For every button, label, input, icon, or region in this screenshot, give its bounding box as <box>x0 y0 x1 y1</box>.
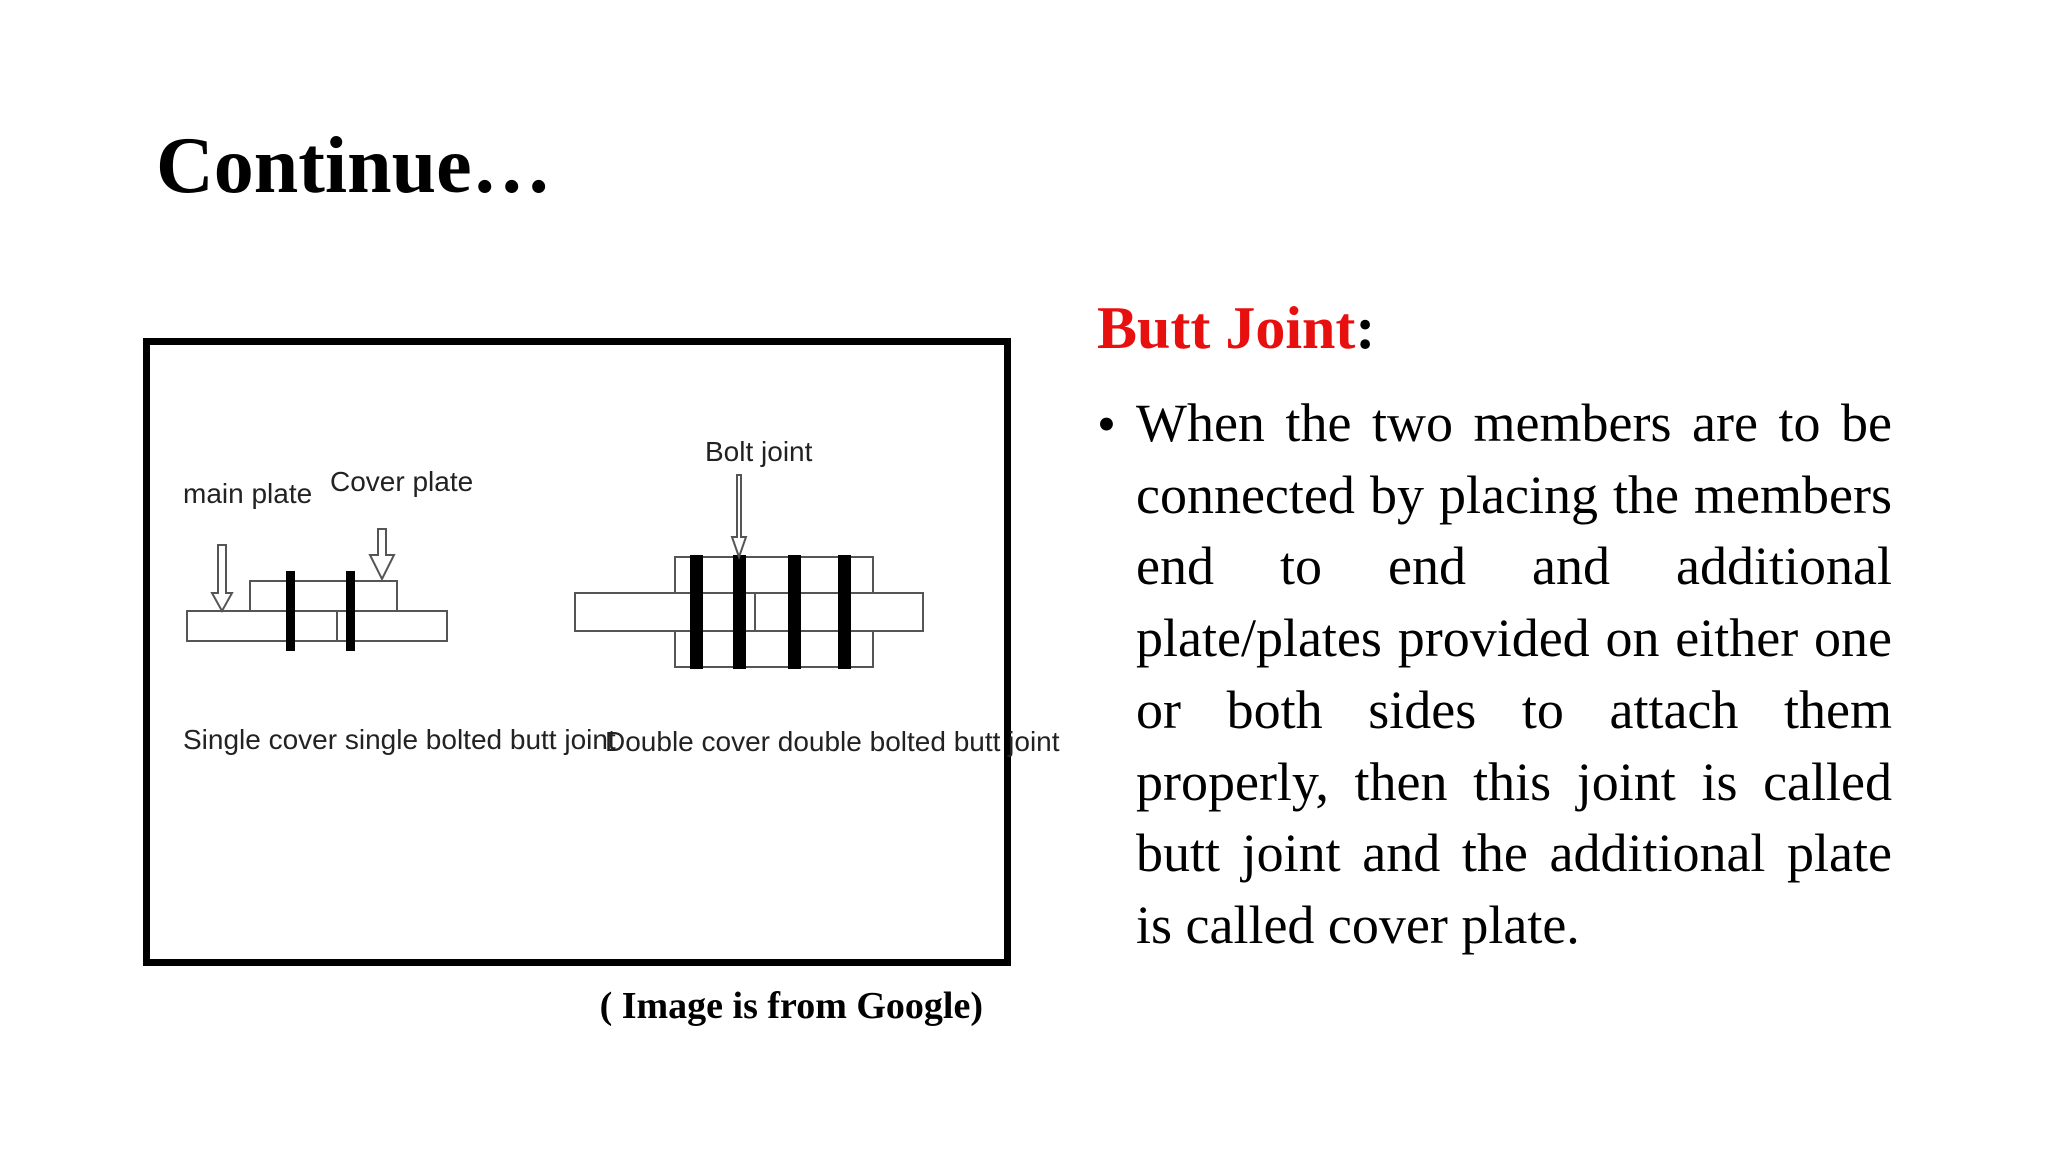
bolt-joint-arrow-icon <box>732 475 746 557</box>
bolt-right <box>346 571 355 651</box>
caption-single-cover: Single cover single bolted butt joint <box>183 724 616 755</box>
slide-title: Continue… <box>156 122 552 210</box>
bullet-icon: • <box>1097 394 1116 454</box>
main-plate-arrow-icon <box>212 545 232 611</box>
heading-butt-joint: Butt Joint <box>1097 295 1356 361</box>
label-main-plate: main plate <box>183 478 313 509</box>
double-bolt-3 <box>788 555 801 669</box>
image-source-caption: ( Image is from Google) <box>599 985 983 1027</box>
double-bolt-1 <box>690 555 703 669</box>
caption-double-cover: Double cover double bolted butt joint <box>605 726 1060 757</box>
definition-text: When the two members are to be connected by placing the members end to end and additional plate/plates provided on either one or both sides to attach them properly, then this joint is called butt joint and the additional plate is called cover plate. <box>1136 393 1892 955</box>
heading-colon: : <box>1355 295 1376 361</box>
double-cover-joint-drawing <box>575 475 923 669</box>
double-bolt-2 <box>733 555 746 669</box>
single-cover-joint-drawing <box>187 529 447 651</box>
butt-joint-diagram <box>150 345 1060 959</box>
double-left-plate <box>575 593 755 631</box>
section-heading <box>1097 292 1375 364</box>
label-bolt-joint: Bolt joint <box>705 436 813 467</box>
cover-plate-arrow-icon <box>370 529 394 579</box>
left-main-plate <box>187 611 337 641</box>
double-bolt-4 <box>838 555 851 669</box>
bolt-left <box>286 571 295 651</box>
label-cover-plate: Cover plate <box>330 466 474 497</box>
single-cover-plate <box>250 581 397 611</box>
figure-frame <box>143 338 1060 966</box>
